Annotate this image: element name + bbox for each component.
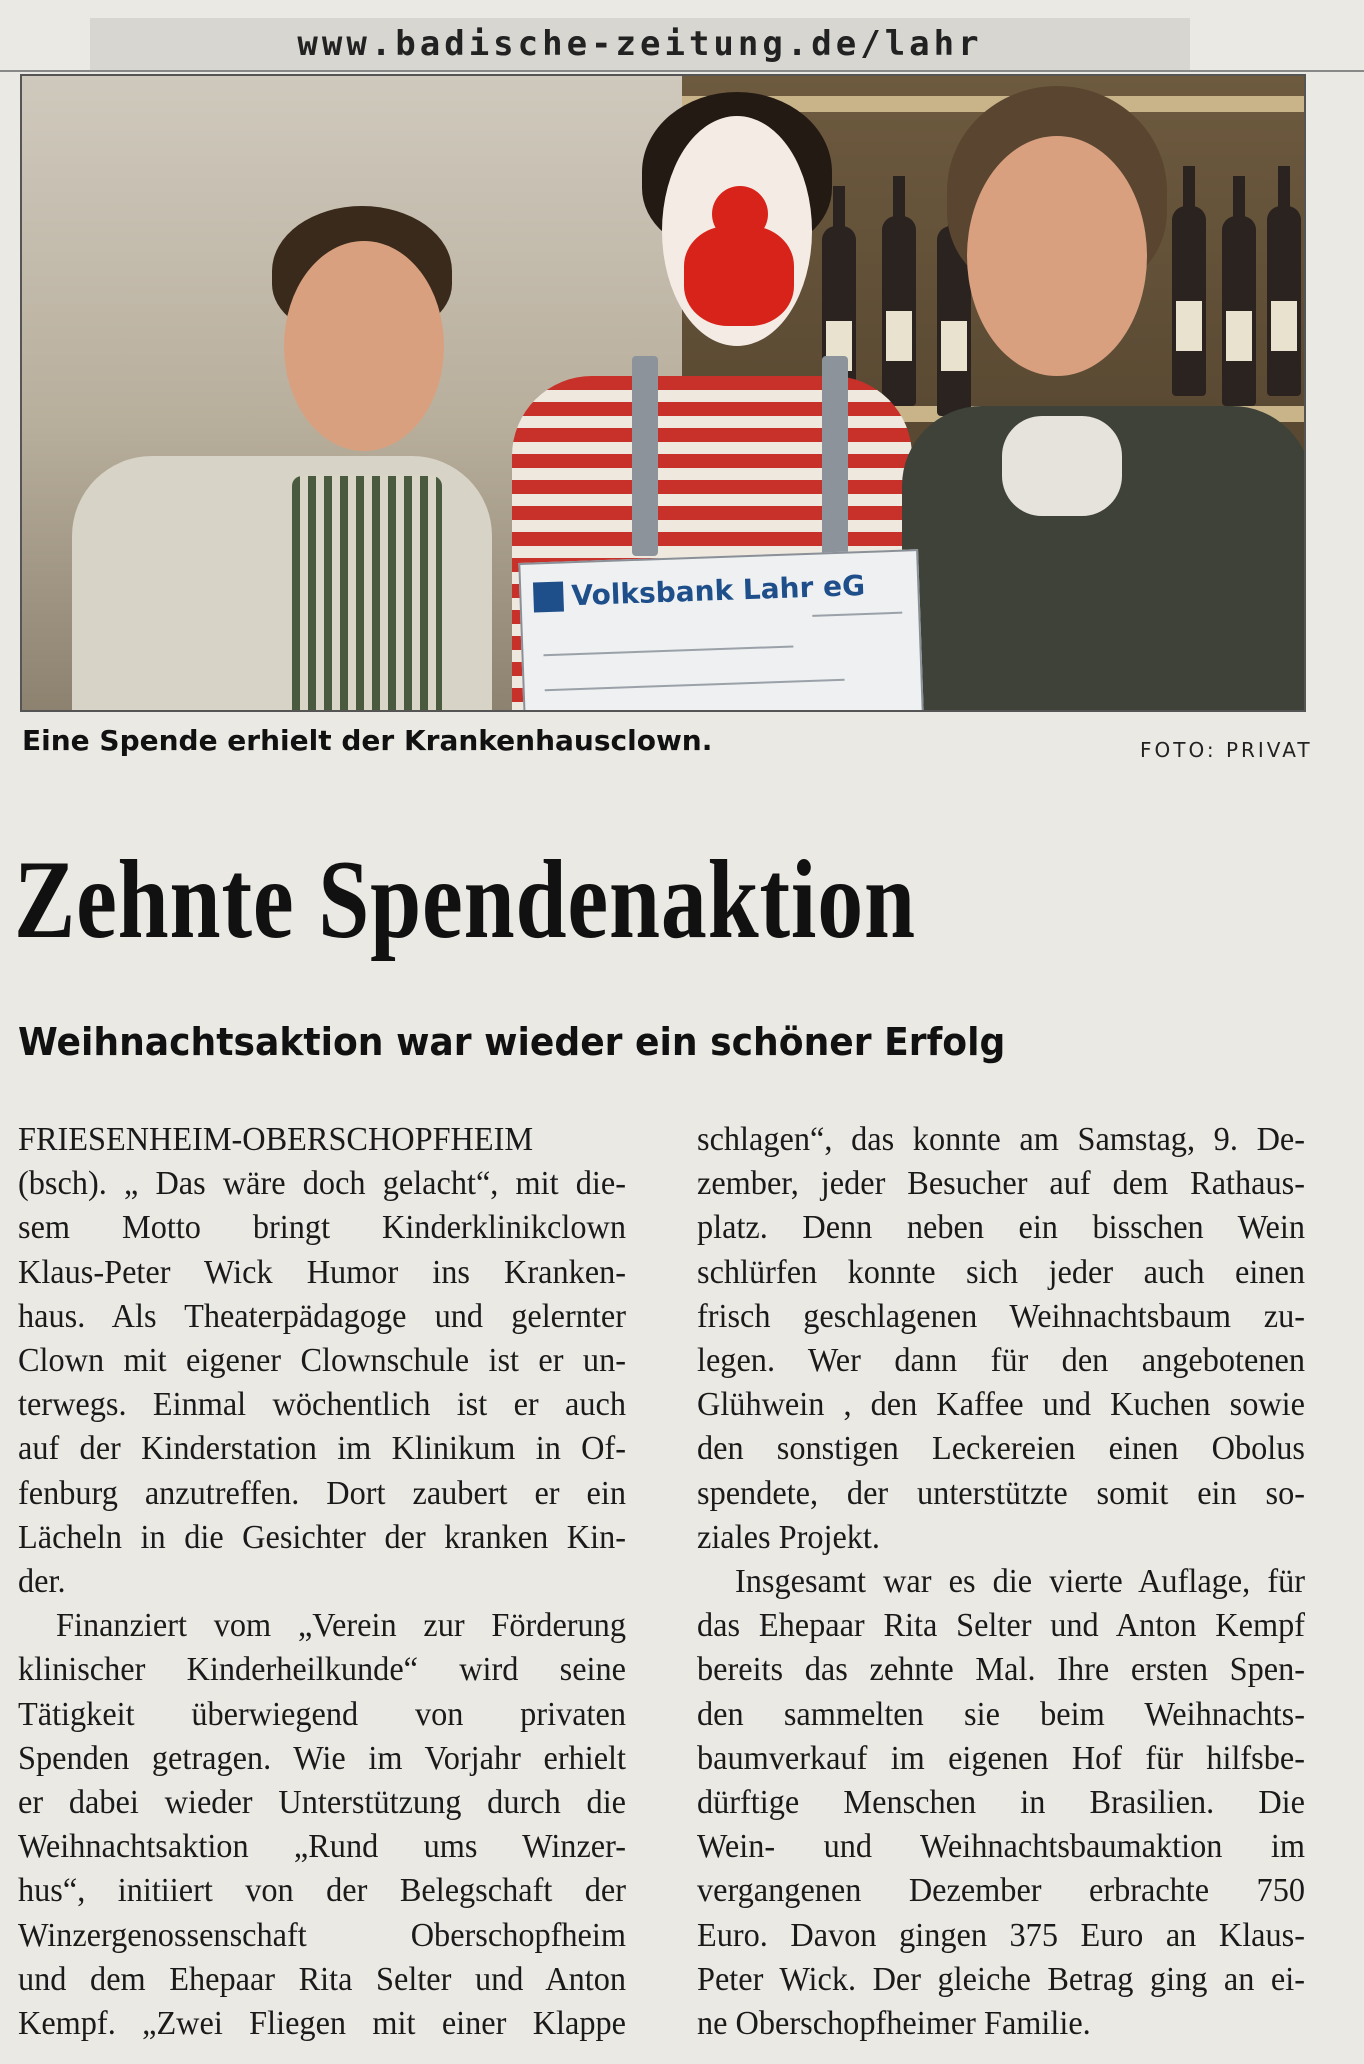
- article-line: Glühwein , den Kaffee und Kuchen sowie: [697, 1386, 1305, 1424]
- article-line: platz. Denn neben ein bisschen Wein: [697, 1209, 1305, 1247]
- article-line: schlürfen konnte sich jeder auch einen: [697, 1253, 1305, 1291]
- photo-caption: Eine Spende erhielt der Krankenhausclown.: [22, 724, 713, 757]
- headline: Zehnte Spendenaktion: [14, 838, 916, 962]
- donation-cheque: [518, 549, 925, 712]
- article-line: bereits das zehnte Mal. Ihre ersten Spen-: [697, 1651, 1305, 1689]
- article-line: Kempf. „Zwei Fliegen mit einer Klappe: [18, 2005, 626, 2043]
- wine-bottle: [1222, 216, 1256, 406]
- cheque-bank-name: Volksbank Lahr eG: [570, 568, 866, 613]
- article-line: ziales Projekt.: [697, 1518, 880, 1556]
- article-line: Lächeln in die Gesichter der kranken Kin-: [18, 1518, 626, 1556]
- article-photo: [20, 74, 1306, 712]
- article-line: Finanziert vom „Verein zur Förderung: [56, 1607, 626, 1645]
- article-line: Weihnachtsaktion „Rund ums Winzer-: [18, 1828, 626, 1866]
- article-line: der.: [18, 1563, 66, 1601]
- article-line: das Ehepaar Rita Selter und Anton Kempf: [697, 1607, 1305, 1645]
- article-line: FRIESENHEIM-OBERSCHOPFHEIM: [18, 1121, 534, 1158]
- article-line: schlagen“, das konnte am Samstag, 9. De-: [697, 1121, 1305, 1158]
- article-line: Winzergenossenschaft Oberschopfheim: [18, 1916, 626, 1954]
- article-line: Insgesamt war es die vierte Auflage, für: [735, 1563, 1305, 1601]
- article-line: und dem Ehepaar Rita Selter und Anton: [18, 1960, 626, 1998]
- article-column-left: [18, 1118, 626, 2046]
- article-line: terwegs. Einmal wöchentlich ist er auch: [18, 1386, 626, 1424]
- website-url: www.badische-zeitung.de/lahr: [90, 18, 1190, 70]
- article-line: (bsch). „ Das wäre doch gelacht“, mit die-: [18, 1165, 626, 1203]
- article-line: hus“, initiiert von der Belegschaft der: [18, 1872, 626, 1910]
- article-line: den sonstigen Leckereien einen Obolus: [697, 1430, 1305, 1468]
- wine-bottle: [1172, 206, 1206, 396]
- article-line: haus. Als Theaterpädagoge und gelernter: [18, 1297, 626, 1335]
- clown-nose: [712, 186, 768, 242]
- article-line: Spenden getragen. Wie im Vorjahr erhielt: [18, 1739, 626, 1777]
- article-line: er dabei wieder Unterstützung durch die: [18, 1784, 626, 1822]
- article-line: legen. Wer dann für den angebotenen: [697, 1342, 1305, 1380]
- article-line: Tätigkeit überwiegend von privaten: [18, 1695, 626, 1733]
- subheadline: Weihnachtsaktion war wieder ein schöner Erfolg: [18, 1020, 1006, 1064]
- wine-bottle: [882, 216, 916, 406]
- article-line: Klaus-Peter Wick Humor ins Kranken-: [18, 1253, 626, 1291]
- article-line: frisch geschlagenen Weihnachtsbaum zu-: [697, 1297, 1305, 1335]
- article-line: Clown mit eigener Clownschule ist er un-: [18, 1342, 626, 1380]
- article-column-right: [697, 1118, 1305, 2046]
- article-line: klinischer Kinderheilkunde“ wird seine: [18, 1651, 626, 1689]
- article-line: zember, jeder Besucher auf dem Rathaus-: [697, 1165, 1305, 1203]
- article-line: dürftige Menschen in Brasilien. Die: [697, 1784, 1305, 1822]
- article-line: vergangenen Dezember erbrachte 750: [697, 1872, 1305, 1910]
- bank-logo-icon: [533, 581, 564, 612]
- article-line: Wein- und Weihnachtsbaumaktion im: [697, 1828, 1305, 1866]
- article-line: Peter Wick. Der gleiche Betrag ging an ei-: [697, 1960, 1305, 1998]
- photo-credit: FOTO: PRIVAT: [1140, 738, 1313, 762]
- article-line: baumverkauf im eigenen Hof für hilfsbe-: [697, 1739, 1305, 1777]
- wine-bottle: [1267, 206, 1301, 396]
- article-line: auf der Kinderstation im Klinikum in Of-: [18, 1430, 626, 1468]
- article-line: spendete, der unterstützte somit ein so-: [697, 1474, 1305, 1512]
- article-line: Euro. Davon gingen 375 Euro an Klaus-: [697, 1916, 1305, 1954]
- article-line: fenburg anzutreffen. Dort zaubert er ein: [18, 1474, 626, 1512]
- article-line: ne Oberschopfheimer Familie.: [697, 2005, 1091, 2043]
- article-line: den sammelten sie beim Weihnachts-: [697, 1695, 1305, 1733]
- header-rule: [0, 70, 1364, 72]
- article-line: sem Motto bringt Kinderklinikclown: [18, 1209, 626, 1247]
